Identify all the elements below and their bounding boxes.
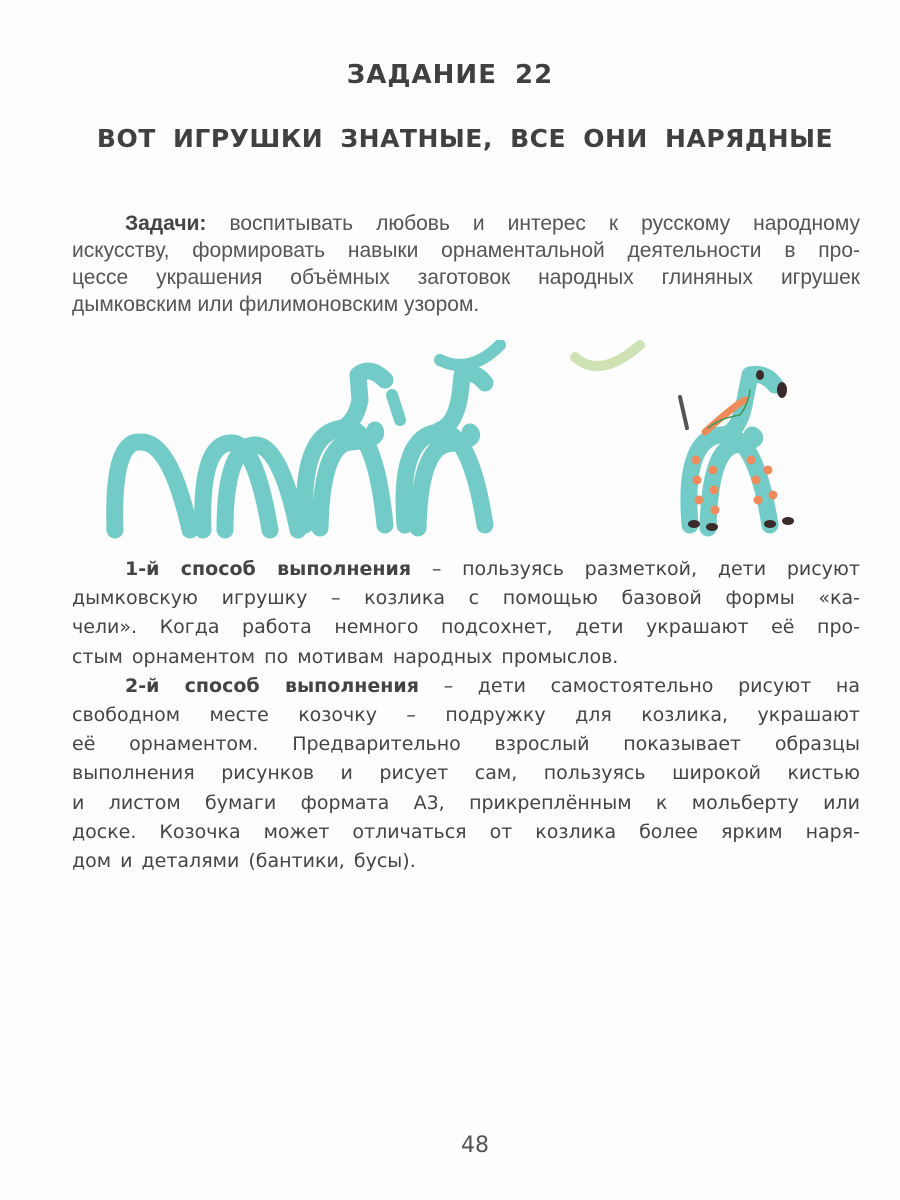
text-line: выполнения рисунков и рисует сам, пользуясь широкой кистью xyxy=(72,762,860,785)
text-line: – дети самостоятельно рисуют на xyxy=(443,674,860,697)
text-line: и листом бумаги формата А3, прикреплённым к мольберту или xyxy=(72,791,860,814)
method1-label: 1-й способ выполнения xyxy=(125,558,412,580)
tasks-label: Задачи: xyxy=(125,212,207,235)
text-line: воспитывать любовь и интерес к русскому народному xyxy=(229,212,861,235)
methods-text xyxy=(72,555,860,876)
text-line: цессе украшения объёмных заготовок народных глиняных игрушек xyxy=(72,266,860,289)
text-line: дом и деталями (бантики, бусы). xyxy=(72,850,416,873)
text-line: дымковскую игрушку – козлика с помощью базовой формы «ка- xyxy=(72,587,860,610)
text-line: чели». Когда работа немного подсохнет, дети украшают её про- xyxy=(72,616,860,639)
task-subtitle: ВОТ ИГРУШКИ ЗНАТНЫЕ, ВСЕ ОНИ НАРЯДНЫЕ xyxy=(96,124,834,153)
page-number: 48 xyxy=(461,1133,489,1158)
text-line: искусству, формировать навыки орнаментальной деятельности в про- xyxy=(72,239,860,262)
text-line: свободном месте козочку – подружку для козлика, украшают xyxy=(72,704,860,727)
body-head-horns-shape xyxy=(392,345,500,528)
text-line: доске. Козочка может отличаться от козлика более ярким наря- xyxy=(72,820,860,843)
task-title: ЗАДАНИЕ 22 xyxy=(346,60,554,90)
double-arch-shape xyxy=(203,443,298,530)
text-line: – пользуясь разметкой, дети рисуют xyxy=(431,558,860,580)
text-line: стым орнаментом по мотивам народных промыслов. xyxy=(72,645,619,668)
tasks-paragraph xyxy=(72,210,860,318)
decorated-goat xyxy=(575,345,794,531)
goat-drawing-steps xyxy=(0,340,900,540)
method2-label: 2-й способ выполнения xyxy=(125,674,419,697)
body-neck-shape xyxy=(305,371,386,528)
arch-shape xyxy=(115,442,190,530)
text-line: дымковским или филимоновским узором. xyxy=(72,293,480,316)
text-line: её орнаментом. Предварительно взрослый показывает образцы xyxy=(72,733,860,756)
